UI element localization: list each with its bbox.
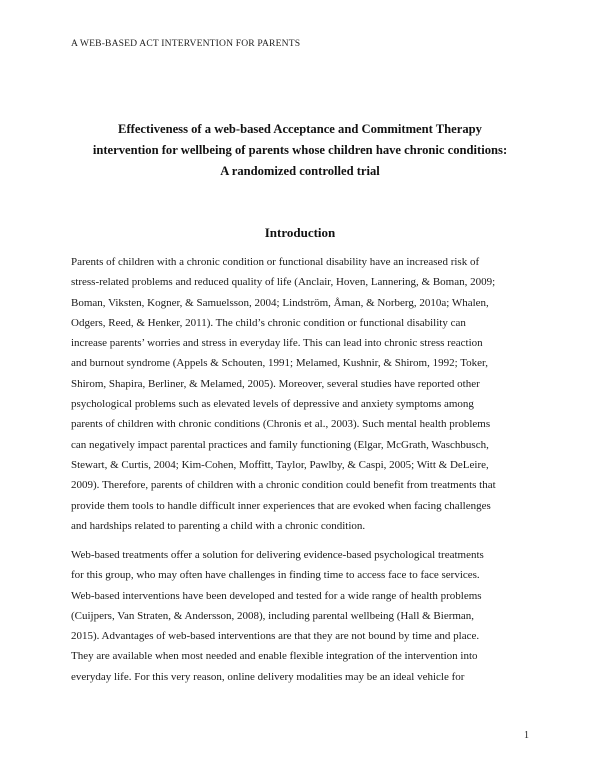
text-line: and hardships related to parenting a child with a chronic condition. [71, 519, 366, 532]
page-number: 1 [524, 730, 529, 741]
text-line: parents of children with chronic conditions (Chronis et al., 2003). Such mental health problems [71, 418, 491, 431]
text-line: can negatively impact parental practices and family functioning (Elgar, McGrath, Waschbusch, [71, 438, 489, 451]
text-line: and burnout syndrome (Appels & Schouten, 1991; Melamed, Kushnir, & Shirom, 1992; Toker, [71, 357, 489, 370]
text-line: Odgers, Reed, & Henker, 2011). The child’s chronic condition or functional disability can [71, 316, 466, 329]
title-line: intervention for wellbeing of parents whose children have chronic conditions: [92, 143, 508, 157]
paragraph-1 [71, 252, 535, 536]
title-line: Effectiveness of a web-based Acceptance and Commitment Therapy [118, 122, 482, 136]
text-line: provide them tools to handle difficult inner experiences that are evoked when facing challenges [71, 499, 491, 512]
text-line: 2015). Advantages of web-based interventions are that they are not bound by time and place. [71, 630, 480, 643]
paragraph-2 [71, 545, 535, 687]
text-line: Web-based interventions have been developed and tested for a wide range of health problems [71, 589, 482, 602]
text-line: everyday life. For this very reason, online delivery modalities may be an ideal vehicle for [71, 670, 465, 683]
text-line: (Cuijpers, Van Straten, & Andersson, 2008), including parental wellbeing (Hall & Bierman, [71, 609, 475, 622]
section-heading-introduction: Introduction [264, 225, 336, 240]
text-line: Web-based treatments offer a solution for delivering evidence-based psychological treatments [71, 549, 484, 561]
text-line: for this group, who may often have challenges in finding time to access face to face services. [71, 569, 480, 582]
text-line: They are available when most needed and enable flexible integration of the intervention into [71, 650, 478, 663]
paper-title [30, 119, 570, 182]
text-line: psychological problems such as elevated levels of depressive and anxiety symptoms among [71, 398, 474, 411]
text-line: Shirom, Shapira, Berliner, & Melamed, 2005). Moreover, several studies have reported other [71, 377, 480, 390]
text-line: 2009). Therefore, parents of children with a chronic condition could benefit from treatments that [71, 479, 496, 492]
text-line: increase parents’ worries and stress in everyday life. This can lead into chronic stress reaction [71, 337, 483, 350]
text-line: stress-related problems and reduced quality of life (Anclair, Hoven, Lannering, & Boman, 2009; [71, 276, 496, 289]
text-line: Boman, Viksten, Kogner, & Samuelsson, 2004; Lindström, Åman, & Norberg, 2010a; Whalen, [71, 296, 489, 309]
running-head: A WEB-BASED ACT INTERVENTION FOR PARENTS [71, 38, 301, 49]
title-line: A randomized controlled trial [220, 164, 380, 178]
text-line: Parents of children with a chronic condition or functional disability have an increased risk of [71, 256, 480, 268]
text-line: Stewart, & Curtis, 2004; Kim-Cohen, Moffitt, Taylor, Pawlby, & Caspi, 2005; Witt & DeLeire, [71, 458, 489, 471]
